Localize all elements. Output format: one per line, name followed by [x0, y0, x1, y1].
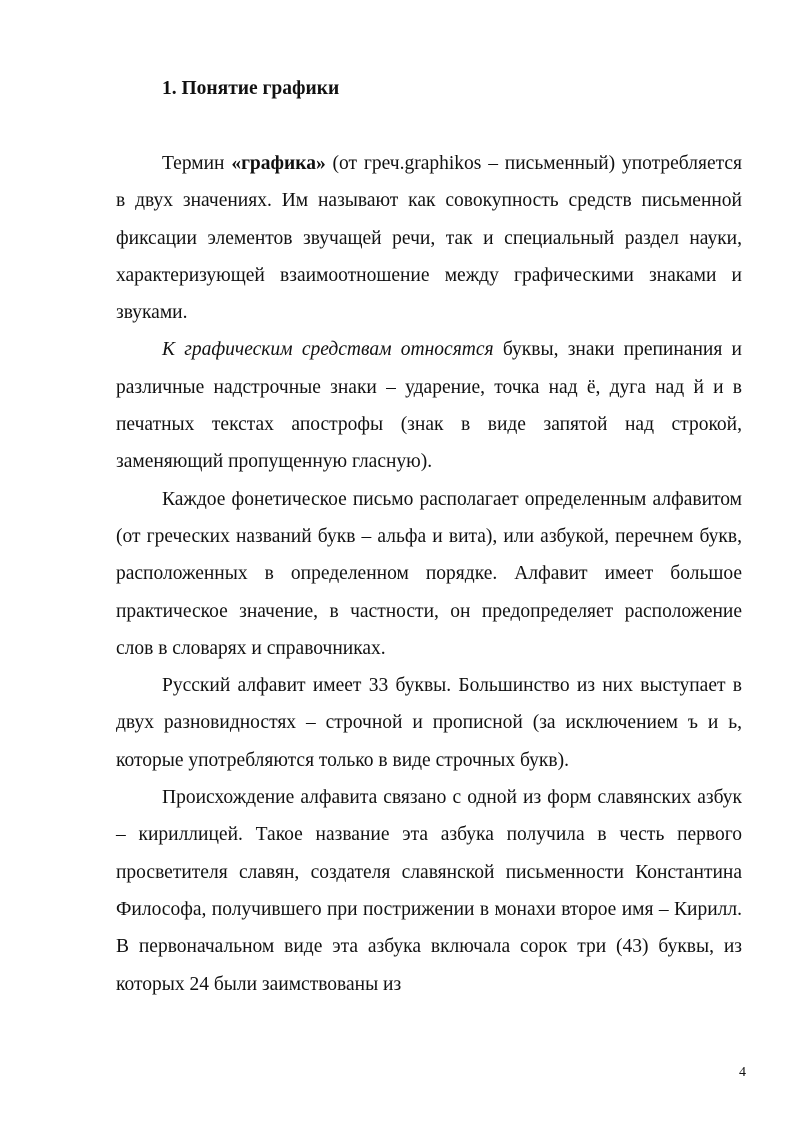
body-text [116, 145, 742, 1003]
paragraph-text: (от греч.graphikos – письменный) употребляется в двух значениях. Им называют как совокупность средств письменной фиксации элементов звучащей речи, так и специальный раздел науки, характеризующей взаимоотношение между графическими знаками и звуками. [116, 153, 742, 324]
paragraph-graphic-means [116, 331, 742, 480]
italic-phrase: К графическим средствам относятся [162, 339, 494, 361]
paragraph-russian-alphabet: Русский алфавит имеет 33 буквы. Большинство из них выступает в двух разновидностях – строчной и прописной (за исключением ъ и ь, которые употребляются только в виде строчных букв). [116, 675, 742, 771]
page-number: 4 [739, 1065, 746, 1080]
paragraph-alphabet: Каждое фонетическое письмо располагает определенным алфавитом (от греческих названий букв – альфа и вита), или азбукой, перечнем букв, расположенных в определенном порядке. Алфавит имеет большое практическое значение, в частности, он предопределяет расположение слов в словарях и справочниках. [116, 488, 742, 659]
paragraph-text: буквы, знаки препинания и различные надстрочные знаки – ударение, точка над ё, дуга над й и в печатных текстах апострофы (знак в виде запятой над строкой, заменяющий пропущенную гласную). [116, 339, 742, 473]
section-heading: 1. Понятие графики [162, 78, 340, 99]
paragraph-cyrillic-origin: Происхождение алфавита связано с одной из форм славянских азбук – кириллицей. Такое название эта азбука получила в честь первого просветителя славян, создателя славянской письменности Константина Философа, получившего при пострижении в монахи второе имя – Кирилл. В первоначальном виде эта азбука включала сорок три (43) буквы, из которых 24 были заимствованы из [116, 787, 742, 995]
paragraph-prefix: Термин [162, 153, 232, 174]
paragraph-term-definition [116, 145, 742, 331]
bold-term: «графика» [231, 153, 326, 174]
